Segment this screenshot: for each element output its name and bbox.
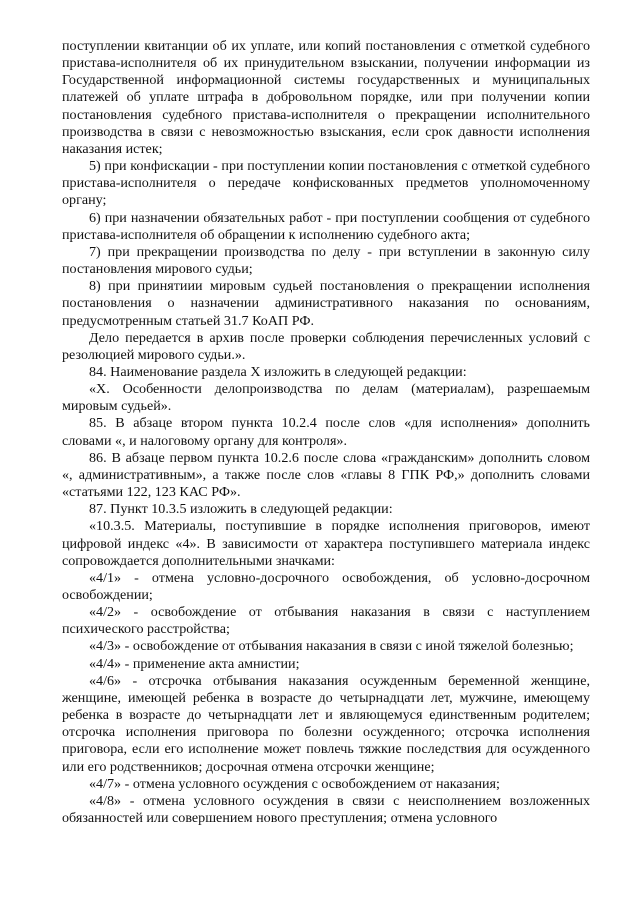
paragraph-archive: Дело передается в архив после проверки соблюдения перечисленных условий с резолюцией мирового судьи.». [62,329,590,363]
paragraph-item-5: 5) при конфискации - при поступлении копии постановления с отметкой судебного пристава-исполнителя о передаче конфискованных предметов уполномоченному органу; [62,158,590,209]
paragraph-84: 84. Наименование раздела X изложить в следующей редакции: [89,363,467,380]
paragraph-index-4-6: «4/6» - отсрочка отбывания наказания осужденным беременной женщине, женщине, имеющей ребенка в возрасте до четырнадцати лет, мужчине, имеющему ребенка в возрасте до четырнадцати лет и являющемуся единственным родителем; отсрочка исполнения приговора по болезни осужденного; отсрочка исполнения приговора, если его исполнение может повлечь тяжкие последствия для осужденного или его родственников; досрочная отмена отсрочки женщине; [62,672,590,775]
paragraph-86: 86. В абзаце первом пункта 10.2.6 после слова «гражданским» дополнить словом «, административным», а также после слов «главы 8 ГПК РФ,» дополнить словами «статьями 122, 123 КАС РФ». [62,449,590,501]
paragraph-index-4-1: «4/1» - отмена условно-досрочного освобождения, об условно-досрочном освобождении; [62,569,590,603]
paragraph-continuation: поступлении квитанции об их уплате, или копий постановления с отметкой судебного пристава-исполнителя об их принудительном взыскании, получении информации из Государственной информационной системы государственных и муниципальных платежей об уплате штрафа в добровольном порядке, или при получении копии постановления судебного пристава-исполнителя о прекращении исполнительного производства в связи с невозможностью взыскания, если срок давности исполнения наказания истек; [62,38,590,157]
paragraph-item-8: 8) при принятиии мировым судьей постановления о прекращении исполнения постановления о назначении административного наказания по основаниям, предусмотренным статьей 31.7 КоАП РФ. [62,278,590,329]
paragraph-section-x-title: «X. Особенности делопроизводства по делам (материалам), разрешаемым мировым судьей». [62,381,590,415]
paragraph-index-4-2: «4/2» - освобождение от отбывания наказания в связи с наступлением психического расстройства; [62,604,590,638]
paragraph-10-3-5: «10.3.5. Материалы, поступившие в порядке исполнения приговоров, имеют цифровой индекс «4». В зависимости от характера поступившего материала индекс сопровождается дополнительными значками: [62,518,590,569]
paragraph-87: 87. Пункт 10.3.5 изложить в следующей редакции: [89,501,393,518]
paragraph-index-4-8: «4/8» - отмена условного осуждения в связи с неисполнением возложенных обязанностей или совершением нового преступления; отмена условного [62,792,590,827]
paragraph-index-4-7: «4/7» - отмена условного осуждения с освобождением от наказания; [89,775,500,792]
paragraph-index-4-3: «4/3» - освобождение от отбывания наказания в связи с иной тяжелой болезнью; [89,638,574,655]
paragraph-index-4-4: «4/4» - применение акта амнистии; [89,655,300,672]
paragraph-item-7: 7) при прекращении производства по делу - при вступлении в законную силу постановления мирового судьи; [62,243,590,278]
paragraph-item-6: 6) при назначении обязательных работ - при поступлении сообщения от судебного пристава-исполнителя об обращении к исполнению судебного акта; [62,209,590,243]
paragraph-85: 85. В абзаце втором пункта 10.2.4 после слов «для исполнения» дополнить словами «, и налоговому органу для контроля». [62,415,590,449]
